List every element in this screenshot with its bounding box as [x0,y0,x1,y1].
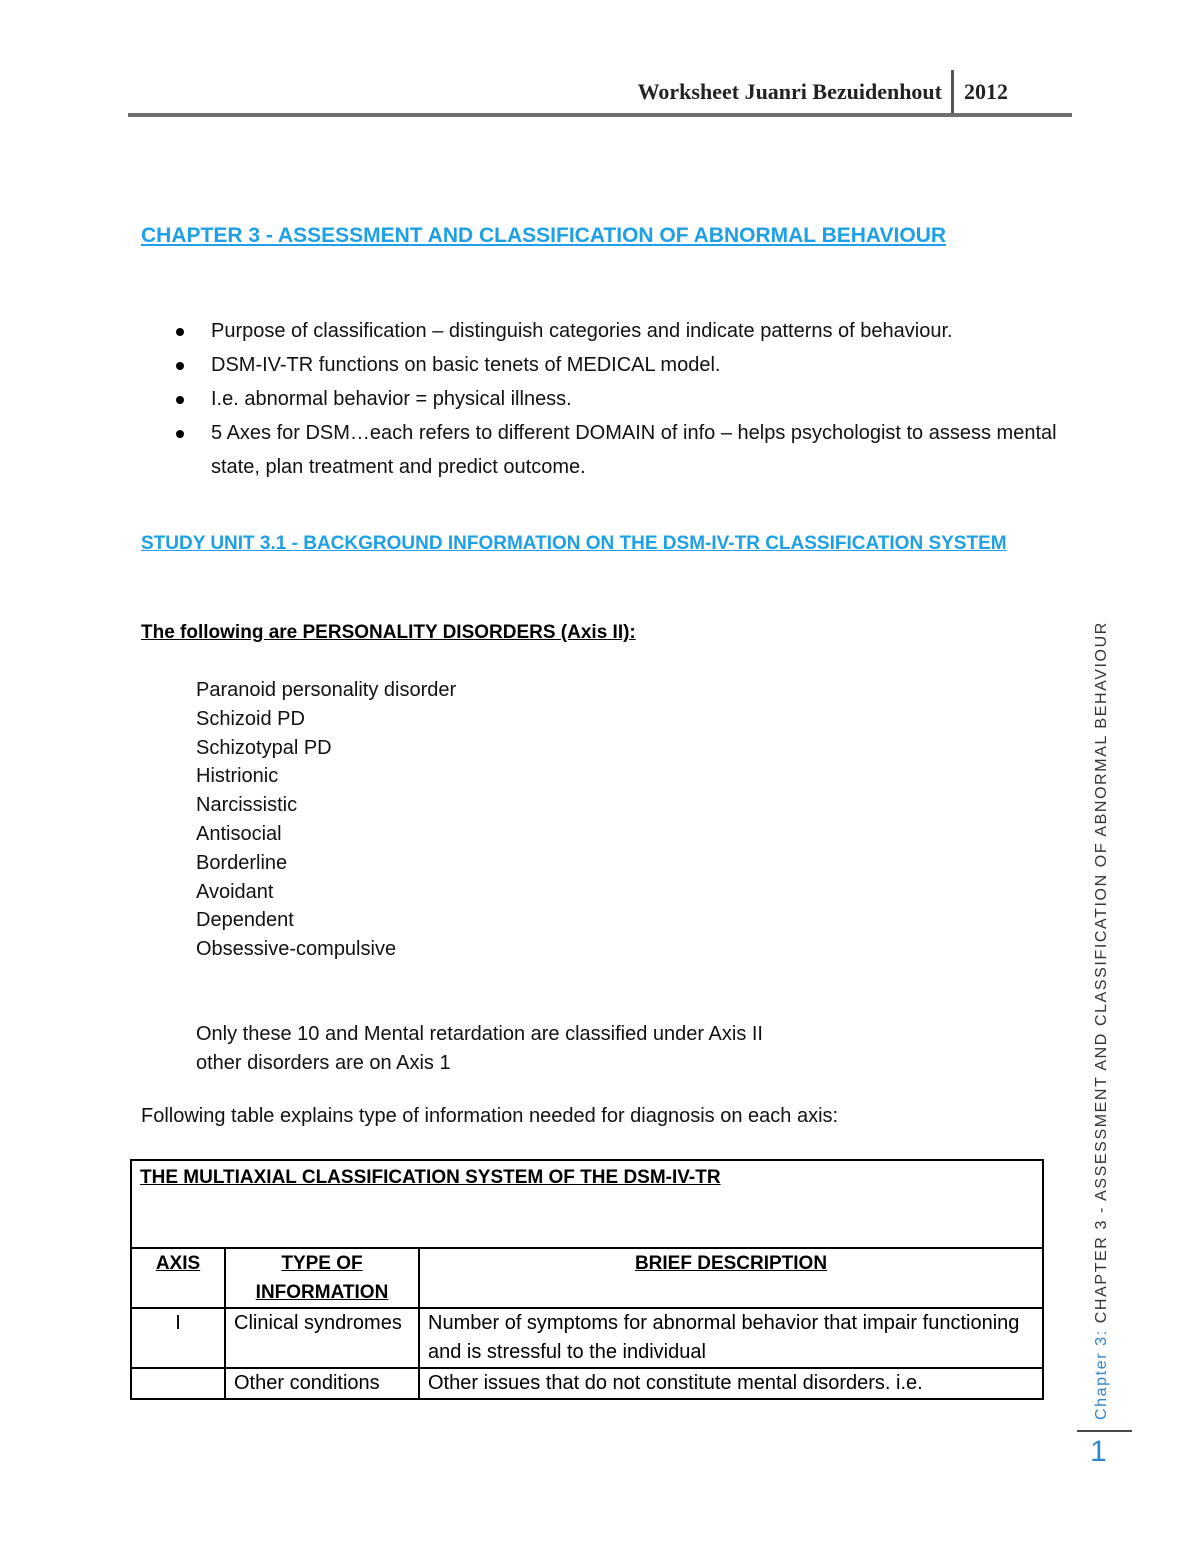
bullet-item [174,382,1064,416]
type-cell: Clinical syndromes [225,1308,419,1368]
bullet-icon [176,362,184,370]
header-title: Worksheet Juanri Bezuidenhout [637,79,942,104]
description-cell: Other issues that do not constitute mental disorders. i.e. [419,1368,1043,1399]
personality-heading: The following are PERSONALITY DISORDERS (Axis II): [141,622,636,643]
bullet-item [174,416,1064,484]
list-item: Schizotypal PD [196,736,332,759]
list-item: Narcissistic [196,794,298,817]
bullet-text: I.e. abnormal behavior = physical illness. [211,388,572,410]
personality-list [196,676,456,964]
bullet-text: 5 Axes for DSM…each refers to different DOMAIN of info – helps psychologist to assess mental state, plan treatment and predict outcome. [211,422,1057,478]
bullet-icon [176,328,184,336]
bullet-list [174,314,1064,484]
table-row [131,1368,1043,1399]
table-intro: Following table explains type of information needed for diagnosis on each axis: [141,1105,839,1127]
list-item: Obsessive-compulsive [196,938,397,961]
list-item: Antisocial [196,822,282,845]
header-rule [128,113,1072,117]
list-item: Avoidant [196,880,274,903]
chapter-title: CHAPTER 3 - ASSESSMENT AND CLASSIFICATION OF ABNORMAL BEHAVIOUR [141,224,947,247]
axis-cell: I [131,1308,225,1368]
side-chapter-prefix: Chapter 3: [1093,1329,1110,1420]
list-item: Paranoid personality disorder [196,679,457,701]
list-item: Histrionic [196,765,279,788]
study-unit-title: STUDY UNIT 3.1 - BACKGROUND INFORMATION ON THE DSM-IV-TR CLASSIFICATION SYSTEM [141,533,1007,554]
side-chapter-label [1093,621,1111,1420]
column-header-type: TYPE OF INFORMATION [225,1248,419,1308]
type-cell: Other conditions [225,1368,419,1399]
list-item: Schizoid PD [196,707,305,730]
axis-note [196,1020,763,1078]
bullet-icon [176,396,184,404]
multiaxial-table [130,1159,1044,1400]
bullet-item [174,314,1064,348]
page-number: 1 [1090,1435,1107,1468]
table-caption: THE MULTIAXIAL CLASSIFICATION SYSTEM OF THE DSM-IV-TR [131,1160,1043,1248]
table-row [131,1308,1043,1368]
note-line: other disorders are on Axis 1 [196,1052,451,1074]
list-item: Dependent [196,909,294,932]
header-divider [951,70,954,116]
bullet-icon [176,430,184,438]
bullet-text: DSM-IV-TR functions on basic tenets of MEDICAL model. [211,354,721,376]
side-chapter-text: CHAPTER 3 - ASSESSMENT AND CLASSIFICATION OF ABNORMAL BEHAVIOUR [1093,621,1110,1324]
column-header-axis: AXIS [131,1248,225,1308]
description-cell: Number of symptoms for abnormal behavior that impair functioning and is stressful to the individual [419,1308,1043,1368]
footer-rule [1077,1430,1132,1432]
note-line: Only these 10 and Mental retardation are classified under Axis II [196,1023,763,1045]
axis-cell [131,1368,225,1399]
column-header-description: BRIEF DESCRIPTION [419,1248,1043,1308]
bullet-text: Purpose of classification – distinguish categories and indicate patterns of behaviour. [211,320,953,342]
header-year: 2012 [964,79,1008,104]
bullet-item [174,348,1064,382]
list-item: Borderline [196,851,288,874]
